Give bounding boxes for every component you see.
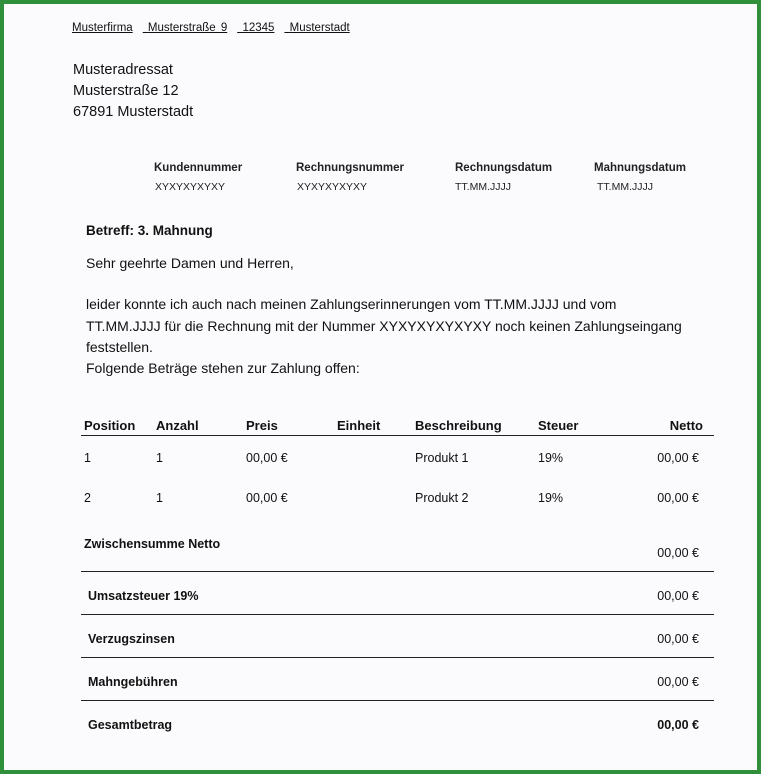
summary-value-subtotal: 00,00 €: [657, 546, 699, 560]
sender-line: [72, 22, 360, 34]
paragraph-line-3: feststellen.: [86, 339, 153, 355]
row-preis: 00,00 €: [246, 451, 288, 465]
table-header-netto: Netto: [669, 418, 703, 433]
meta-value-customer-number: XYXYXYXYXY: [155, 181, 226, 193]
summary-label-vat: Umsatzsteuer 19%: [88, 589, 199, 603]
summary-value-interest: 00,00 €: [657, 632, 699, 646]
table-header-steuer: Steuer: [538, 418, 579, 433]
meta-value-reminder-date: TT.MM.JJJJ: [597, 181, 653, 193]
paragraph-line-2: TT.MM.JJJJ für die Rechnung mit der Nummer XYXYXYXYXYXY noch keinen Zahlungseingang: [86, 318, 682, 334]
summary-label-interest: Verzugszinsen: [88, 632, 175, 646]
meta-value-invoice-date: TT.MM.JJJJ: [455, 181, 511, 193]
row-anzahl: 1: [156, 451, 163, 465]
summary-label-fees: Mahngebühren: [88, 675, 178, 689]
table-header-preis: Preis: [246, 418, 278, 433]
meta-value-invoice-number: XYXYXYXYXY: [297, 181, 368, 193]
table-header-einheit: Einheit: [337, 418, 381, 433]
row-netto: 00,00 €: [657, 491, 699, 505]
recipient-city: 67891 Musterstadt: [73, 104, 194, 120]
salutation: Sehr geehrte Damen und Herren,: [86, 255, 294, 271]
table-header-beschreibung: Beschreibung: [415, 418, 502, 433]
summary-label-subtotal: Zwischensumme Netto: [84, 537, 221, 551]
summary-label-total: Gesamtbetrag: [88, 718, 173, 732]
recipient-name: Musteradressat: [73, 62, 173, 78]
subject: Betreff: 3. Mahnung: [86, 223, 213, 238]
sender-city: Musterstadt: [289, 22, 350, 34]
recipient-street: Musterstraße 12: [73, 83, 179, 99]
summary-value-fees: 00,00 €: [657, 675, 699, 689]
sender-zip: 12345: [242, 22, 275, 34]
summary-rule: [81, 614, 714, 615]
table-header-rule: [81, 435, 714, 436]
table-header-position: Position: [84, 418, 136, 433]
sender-company: Musterfirma: [72, 22, 133, 34]
row-position: 2: [84, 491, 91, 505]
summary-rule: [81, 700, 714, 701]
row-beschreibung: Produkt 1: [415, 451, 469, 465]
row-steuer: 19%: [538, 491, 564, 505]
row-netto: 00,00 €: [657, 451, 699, 465]
meta-label-invoice-date: Rechnungsdatum: [455, 162, 553, 174]
summary-value-total: 00,00 €: [657, 718, 699, 732]
meta-label-customer-number: Kundennummer: [154, 162, 243, 174]
summary-value-vat: 00,00 €: [657, 589, 699, 603]
meta-label-reminder-date: Mahnungsdatum: [594, 162, 686, 174]
meta-label-invoice-number: Rechnungsnummer: [296, 162, 404, 174]
row-position: 1: [84, 451, 91, 465]
sender-street: Musterstraße 9: [147, 22, 228, 34]
summary-rule: [81, 571, 714, 572]
row-beschreibung: Produkt 2: [415, 491, 469, 505]
table-header-anzahl: Anzahl: [156, 418, 199, 433]
paragraph-line-4: Folgende Beträge stehen zur Zahlung offen:: [86, 360, 360, 376]
row-anzahl: 1: [156, 491, 163, 505]
summary-rule: [81, 657, 714, 658]
paragraph-line-1: leider konnte ich auch nach meinen Zahlungserinnerungen vom TT.MM.JJJJ und vom: [86, 296, 617, 312]
row-preis: 00,00 €: [246, 491, 288, 505]
row-steuer: 19%: [538, 451, 564, 465]
